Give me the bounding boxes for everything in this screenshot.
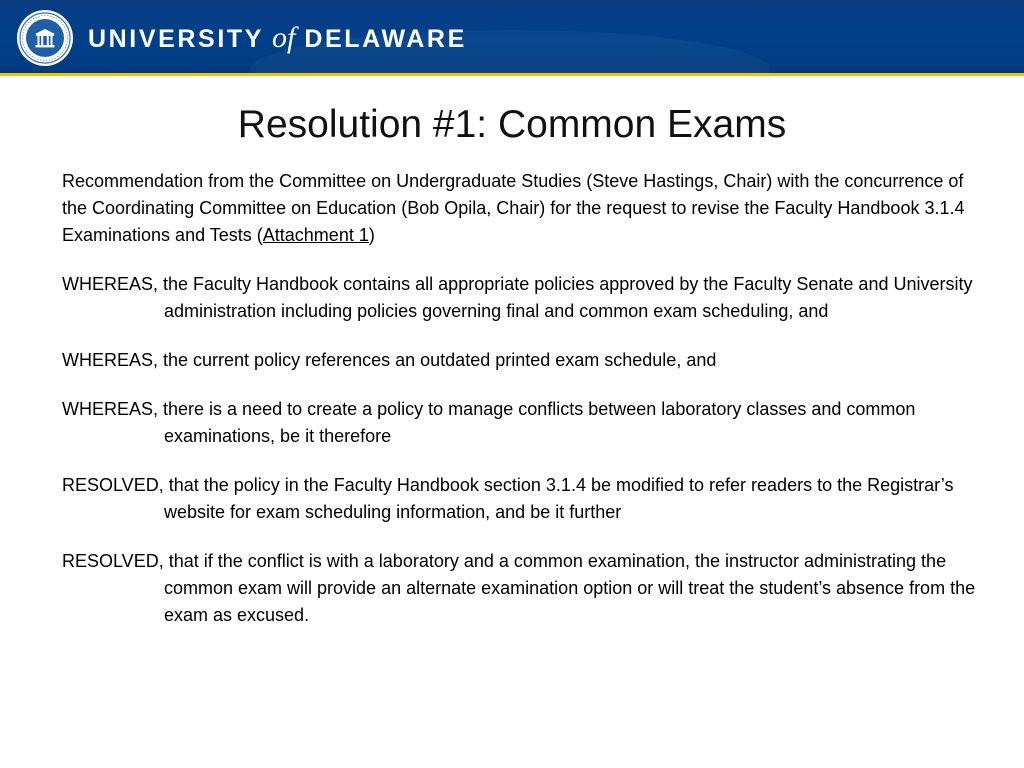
whereas-clause-2: WHEREAS, the current policy references an outdated printed exam schedule, and — [62, 350, 717, 370]
slide-body — [62, 168, 977, 651]
intro-text: Recommendation from the Committee on Undergraduate Studies (Steve Hastings, Chair) with the concurrence of the Coordinating Committee on Education (Bob Opila, Chair) for the request to revise the Faculty Handbook 3.1.4 Examinations and Tests ( — [62, 171, 965, 245]
slide-title: Resolution #1: Common Exams — [237, 103, 787, 146]
resolved-clause-1: RESOLVED, that the policy in the Faculty Handbook section 3.1.4 be modified to refer readers to the Registrar’s website for exam scheduling information, and be it further — [62, 475, 954, 522]
university-wordmark — [88, 21, 467, 57]
whereas-clause-3: WHEREAS, there is a need to create a policy to manage conflicts between laboratory classes and common examinations, be it therefore — [62, 399, 916, 446]
wordmark-delaware: DELAWARE — [304, 25, 467, 53]
university-seal-icon — [16, 9, 74, 67]
university-header-banner — [0, 0, 1024, 76]
resolved-clause-2: RESOLVED, that if the conflict is with a laboratory and a common examination, the instructor administrating the common exam will provide an alternate examination option or will treat the student’s absence from the exam as excused. — [62, 551, 976, 625]
wordmark-university: UNIVERSITY — [88, 25, 265, 53]
wordmark-of: of — [272, 21, 296, 54]
whereas-clause-1: WHEREAS, the Faculty Handbook contains all appropriate policies approved by the Faculty Senate and University administration including policies governing final and common exam scheduling, and — [62, 274, 973, 321]
intro-paragraph — [62, 168, 977, 249]
intro-text-close: ) — [368, 225, 375, 245]
header-gold-rule — [0, 73, 1024, 76]
attachment-link[interactable]: Attachment 1 — [262, 225, 369, 245]
